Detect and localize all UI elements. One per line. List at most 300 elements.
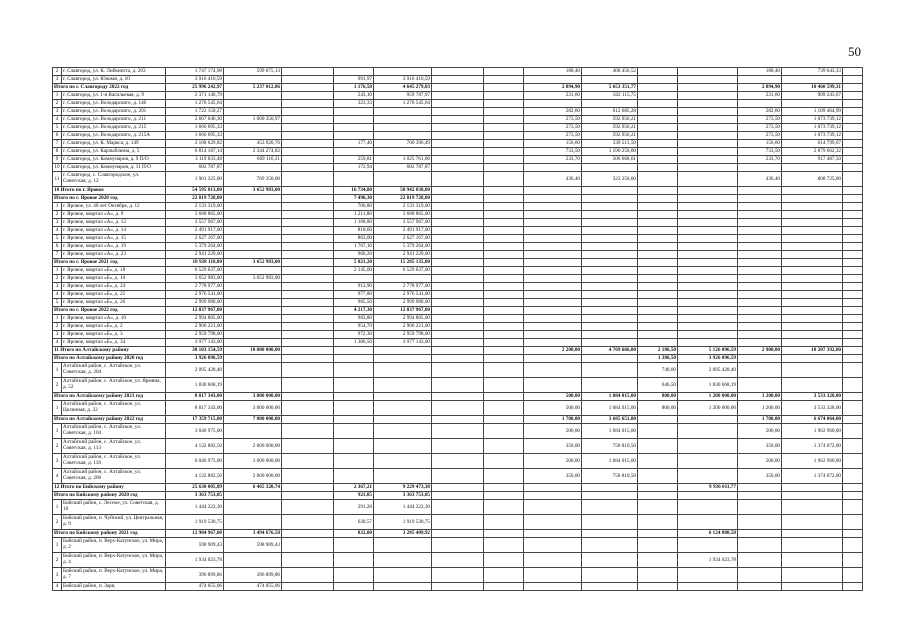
value-cell <box>782 243 843 251</box>
value-cell <box>432 393 484 401</box>
value-cell <box>782 251 843 259</box>
value-cell <box>782 339 843 347</box>
row-title: Итого по Бийскому району 2021 год <box>53 530 166 538</box>
table-row <box>53 583 863 591</box>
value-cell: 17 359 715,00 <box>166 416 224 424</box>
table-row <box>53 424 863 439</box>
value-cell: 1 084 015,00 <box>582 393 638 401</box>
value-cell <box>224 124 282 132</box>
value-cell <box>738 378 782 393</box>
value-cell <box>374 424 432 439</box>
address-cell: г. Славгород, ул. Володарского, д. 201 <box>62 108 166 116</box>
row-number: 3 <box>53 331 62 339</box>
value-cell <box>282 259 334 267</box>
value-cell: 3 685 651,00 <box>582 416 638 424</box>
value-cell <box>638 515 678 530</box>
blank-cell <box>843 219 863 227</box>
value-cell <box>738 291 782 299</box>
blank-cell <box>843 140 863 148</box>
value-cell <box>484 243 524 251</box>
value-cell <box>374 124 432 132</box>
value-cell <box>738 492 782 500</box>
value-cell <box>282 347 334 355</box>
value-cell: 22 819 728,00 <box>374 195 432 203</box>
row-number: 4 <box>53 469 62 484</box>
value-cell: 350,00 <box>524 469 582 484</box>
value-cell: 592 956,21 <box>582 116 638 124</box>
value-cell <box>524 538 582 553</box>
value-cell: 18 938 118,00 <box>166 259 224 267</box>
address-cell: г. Яровое, квартал «Б», д. 26 <box>62 299 166 307</box>
value-cell <box>484 108 524 116</box>
value-cell: 1 200,00 <box>738 401 782 416</box>
value-cell <box>334 378 374 393</box>
table-row <box>53 227 863 235</box>
value-cell <box>484 283 524 291</box>
value-cell: 2 367,21 <box>334 484 374 492</box>
blank-cell <box>843 164 863 172</box>
value-cell <box>738 583 782 591</box>
table-row <box>53 68 863 76</box>
value-cell <box>782 484 843 492</box>
value-cell <box>638 259 678 267</box>
value-cell <box>582 500 638 515</box>
row-title: Итого по Алтайскому району 2021 год <box>53 393 166 401</box>
value-cell: 8 817 343,00 <box>166 393 224 401</box>
value-cell <box>524 530 582 538</box>
value-cell <box>432 347 484 355</box>
value-cell <box>638 307 678 315</box>
value-cell <box>432 583 484 591</box>
value-cell <box>484 116 524 124</box>
value-cell <box>224 307 282 315</box>
row-number: 4 <box>53 227 62 235</box>
value-cell: 2 894,90 <box>738 84 782 92</box>
value-cell <box>282 439 334 454</box>
value-cell <box>432 378 484 393</box>
value-cell: 1 830 668,19 <box>166 378 224 393</box>
value-cell <box>484 393 524 401</box>
value-cell: 3 977 143,00 <box>166 339 224 347</box>
value-cell <box>582 492 638 500</box>
value-cell <box>484 195 524 203</box>
value-cell <box>678 235 738 243</box>
value-cell <box>282 500 334 515</box>
value-cell: 3 363 753,05 <box>166 492 224 500</box>
value-cell <box>738 315 782 323</box>
value-cell: 598 909,43 <box>166 538 224 553</box>
value-cell: 12 837 967,00 <box>374 307 432 315</box>
value-cell <box>484 259 524 267</box>
value-cell: 2 994 805,00 <box>166 315 224 323</box>
value-cell <box>782 283 843 291</box>
value-cell <box>738 195 782 203</box>
value-cell <box>638 299 678 307</box>
value-cell: 1 919 530,75 <box>166 515 224 530</box>
subtotal-row <box>53 259 863 267</box>
value-cell <box>374 108 432 116</box>
value-cell <box>432 530 484 538</box>
value-cell: 50 942 830,00 <box>374 187 432 195</box>
value-cell: 22 819 728,00 <box>166 195 224 203</box>
value-cell: 2 941 229,00 <box>166 251 224 259</box>
value-cell: 2 095 428,40 <box>166 363 224 378</box>
value-cell: 1 084 015,00 <box>582 454 638 469</box>
address-cell: Бийский район, п. Верх-Катунское, ул. Мира, д. 2 <box>62 538 166 553</box>
value-cell: 233,70 <box>524 156 582 164</box>
value-cell <box>782 275 843 283</box>
value-cell <box>738 187 782 195</box>
value-cell: 4 217,30 <box>334 307 374 315</box>
value-cell <box>224 424 282 439</box>
value-cell: 1 000 350,97 <box>224 116 282 124</box>
value-cell: 2 344 274,82 <box>224 148 282 156</box>
value-cell: 9 936 011,77 <box>678 484 738 492</box>
value-cell <box>484 187 524 195</box>
value-cell <box>678 492 738 500</box>
address-cell: г. Славгород, с. Славгородское, ул. Советская, д. 12 <box>62 172 166 187</box>
value-cell <box>582 484 638 492</box>
address-cell: Бийский район, п. Заря, <box>62 583 166 591</box>
value-cell <box>282 108 334 116</box>
value-cell <box>432 203 484 211</box>
value-cell: 436,40 <box>524 172 582 187</box>
value-cell <box>432 84 484 92</box>
value-cell <box>282 283 334 291</box>
value-cell <box>432 331 484 339</box>
value-cell <box>678 424 738 439</box>
value-cell <box>282 68 334 76</box>
value-cell <box>582 76 638 84</box>
value-cell <box>224 500 282 515</box>
value-cell <box>582 195 638 203</box>
value-cell <box>782 515 843 530</box>
value-cell <box>738 219 782 227</box>
blank-cell <box>843 195 863 203</box>
value-cell <box>638 132 678 140</box>
value-cell: 25 630 005,89 <box>166 484 224 492</box>
value-cell: 1 590 250,00 <box>582 148 638 156</box>
value-cell: 2 627 167,00 <box>166 235 224 243</box>
value-cell <box>282 275 334 283</box>
table-row <box>53 203 863 211</box>
value-cell: 500,00 <box>524 393 582 401</box>
value-cell <box>582 100 638 108</box>
value-cell <box>334 124 374 132</box>
row-title: Итого по г. Яровое 2020 год <box>53 195 166 203</box>
value-cell: 156,60 <box>524 140 582 148</box>
value-cell: 10 207 392,00 <box>782 347 843 355</box>
value-cell <box>484 235 524 243</box>
value-cell <box>282 553 334 568</box>
row-title: Итого по Бийскому району 2020 год <box>53 492 166 500</box>
value-cell: 188,40 <box>524 68 582 76</box>
value-cell: 231,60 <box>738 92 782 100</box>
value-cell <box>484 76 524 84</box>
table-row <box>53 469 863 484</box>
row-number: 5 <box>53 124 62 132</box>
value-cell: 2 133 319,00 <box>374 203 432 211</box>
table-row <box>53 515 863 530</box>
value-cell <box>224 251 282 259</box>
value-cell <box>638 227 678 235</box>
register-table-sheet <box>52 67 862 591</box>
value-cell <box>484 227 524 235</box>
value-cell: 500,00 <box>524 424 582 439</box>
value-cell <box>678 267 738 275</box>
blank-cell <box>843 291 863 299</box>
value-cell: 1 084 015,00 <box>582 401 638 416</box>
table-row <box>53 211 863 219</box>
value-cell: 1 747 174,98 <box>166 68 224 76</box>
value-cell <box>432 100 484 108</box>
value-cell <box>638 251 678 259</box>
value-cell <box>738 323 782 331</box>
value-cell <box>432 424 484 439</box>
value-cell: 3 652 983,00 <box>224 187 282 195</box>
value-cell <box>582 211 638 219</box>
value-cell <box>582 553 638 568</box>
value-cell <box>678 515 738 530</box>
value-cell <box>524 492 582 500</box>
value-cell: 259,81 <box>334 156 374 164</box>
value-cell <box>282 156 334 164</box>
value-cell: 1 901 325,00 <box>166 172 224 187</box>
value-cell <box>782 259 843 267</box>
value-cell: 6 529 637,00 <box>166 267 224 275</box>
value-cell <box>678 203 738 211</box>
value-cell <box>374 439 432 454</box>
value-cell: 1 200 000,00 <box>678 401 738 416</box>
value-cell: 282,60 <box>738 108 782 116</box>
value-cell: 291,28 <box>334 500 374 515</box>
value-cell <box>432 219 484 227</box>
subtotal-row <box>53 187 863 195</box>
value-cell: 646,50 <box>638 378 678 393</box>
value-cell <box>782 291 843 299</box>
value-cell: 6 529 637,00 <box>374 267 432 275</box>
address-cell: г. Яровое, квартал «А», д. 12 <box>62 219 166 227</box>
row-title: 12 Итого по Бийскому району <box>53 484 166 492</box>
value-cell <box>484 515 524 530</box>
value-cell <box>282 84 334 92</box>
value-cell <box>282 203 334 211</box>
blank-cell <box>843 92 863 100</box>
blank-cell <box>843 331 863 339</box>
value-cell: 3 000 000,00 <box>224 401 282 416</box>
row-number: 11 <box>53 172 62 187</box>
value-cell <box>782 331 843 339</box>
value-cell <box>432 243 484 251</box>
row-number: 3 <box>53 283 62 291</box>
value-cell: 1 722 150,27 <box>166 108 224 116</box>
value-cell: 500,00 <box>738 454 782 469</box>
value-cell: 502 115,75 <box>582 92 638 100</box>
value-cell <box>224 132 282 140</box>
value-cell <box>224 195 282 203</box>
value-cell <box>638 195 678 203</box>
value-cell <box>282 172 334 187</box>
blank-cell <box>843 283 863 291</box>
value-cell: 12 904 967,08 <box>166 530 224 538</box>
value-cell <box>484 148 524 156</box>
row-number: 3 <box>53 454 62 469</box>
value-cell <box>282 291 334 299</box>
value-cell <box>282 219 334 227</box>
value-cell <box>432 339 484 347</box>
value-cell <box>224 92 282 100</box>
value-cell <box>282 538 334 553</box>
blank-cell <box>843 187 863 195</box>
value-cell <box>678 439 738 454</box>
value-cell <box>582 219 638 227</box>
value-cell: 2 371 146,79 <box>166 92 224 100</box>
value-cell: 453 920,76 <box>224 140 282 148</box>
value-cell <box>484 172 524 187</box>
value-cell <box>334 68 374 76</box>
value-cell <box>282 124 334 132</box>
value-cell: 1 374 072,00 <box>782 469 843 484</box>
value-cell <box>678 583 738 591</box>
blank-cell <box>843 363 863 378</box>
address-cell: г. Славгород, ул. Южная, д. 10 <box>62 76 166 84</box>
value-cell <box>334 439 374 454</box>
table-row <box>53 401 863 416</box>
value-cell <box>432 148 484 156</box>
table-row <box>53 454 863 469</box>
row-number: 2 <box>53 323 62 331</box>
subtotal-row <box>53 347 863 355</box>
row-number: 7 <box>53 251 62 259</box>
value-cell <box>782 323 843 331</box>
value-cell: 2 145,00 <box>334 267 374 275</box>
value-cell: 599 075,13 <box>224 68 282 76</box>
value-cell <box>638 484 678 492</box>
value-cell <box>582 299 638 307</box>
value-cell: 2 994 805,00 <box>374 315 432 323</box>
value-cell <box>678 76 738 84</box>
value-cell <box>432 211 484 219</box>
value-cell: 506 668,61 <box>582 156 638 164</box>
value-cell: 16 734,80 <box>334 187 374 195</box>
value-cell <box>282 187 334 195</box>
address-cell: г. Яровое, квартал «Б», д. 10 <box>62 275 166 283</box>
value-cell: 5 126 096,59 <box>678 347 738 355</box>
value-cell <box>432 259 484 267</box>
value-cell: 983,80 <box>334 315 374 323</box>
address-cell: г. Яровое, квартал «Б», д. 2 <box>62 323 166 331</box>
value-cell: 188,40 <box>738 68 782 76</box>
value-cell <box>678 84 738 92</box>
row-number: 8 <box>53 148 62 156</box>
row-title: Итого по Алтайскому району 2020 год <box>53 355 166 363</box>
blank-cell <box>843 347 863 355</box>
blank-cell <box>843 267 863 275</box>
value-cell <box>638 172 678 187</box>
value-cell <box>782 500 843 515</box>
row-number: 9 <box>53 156 62 164</box>
value-cell <box>678 275 738 283</box>
value-cell <box>334 116 374 124</box>
value-cell <box>638 68 678 76</box>
value-cell <box>282 251 334 259</box>
table-row <box>53 315 863 323</box>
value-cell <box>638 235 678 243</box>
value-cell <box>282 583 334 591</box>
value-cell <box>484 553 524 568</box>
value-cell <box>432 363 484 378</box>
address-cell: г. Славгород, ул. 1-я Васильевая, д. 9 <box>62 92 166 100</box>
value-cell <box>678 500 738 515</box>
value-cell <box>282 116 334 124</box>
value-cell <box>524 315 582 323</box>
value-cell <box>638 568 678 583</box>
value-cell: 1 200 000,00 <box>678 393 738 401</box>
value-cell: 630,57 <box>334 515 374 530</box>
value-cell <box>524 307 582 315</box>
value-cell <box>638 454 678 469</box>
value-cell <box>432 454 484 469</box>
value-cell: 5 379 264,00 <box>166 243 224 251</box>
value-cell <box>432 484 484 492</box>
table-row <box>53 500 863 515</box>
blank-cell <box>843 68 863 76</box>
value-cell <box>282 454 334 469</box>
table-row <box>53 132 863 140</box>
value-cell <box>678 140 738 148</box>
value-cell: 2 906 221,00 <box>166 323 224 331</box>
value-cell <box>484 84 524 92</box>
value-cell: 917 487,50 <box>782 156 843 164</box>
table-row <box>53 291 863 299</box>
value-cell <box>524 515 582 530</box>
value-cell <box>224 515 282 530</box>
value-cell <box>738 76 782 84</box>
value-cell <box>582 355 638 363</box>
row-number: 1 <box>53 538 62 553</box>
value-cell <box>282 484 334 492</box>
value-cell <box>224 492 282 500</box>
value-cell: 2 778 977,00 <box>166 283 224 291</box>
value-cell <box>224 100 282 108</box>
value-cell <box>738 553 782 568</box>
value-cell <box>374 355 432 363</box>
value-cell <box>782 203 843 211</box>
value-cell: 2 976 541,00 <box>166 291 224 299</box>
table-row <box>53 148 863 156</box>
value-cell <box>738 568 782 583</box>
value-cell <box>738 235 782 243</box>
value-cell: 3 688 865,00 <box>374 211 432 219</box>
value-cell: 3 652 983,00 <box>166 275 224 283</box>
value-cell <box>638 140 678 148</box>
value-cell: 2 491 917,00 <box>374 227 432 235</box>
blank-cell <box>843 416 863 424</box>
blank-cell <box>843 538 863 553</box>
value-cell: 5 237 012,86 <box>224 84 282 92</box>
value-cell: 2 999 980,00 <box>374 299 432 307</box>
value-cell: 4 645 279,03 <box>374 84 432 92</box>
value-cell <box>782 315 843 323</box>
row-number: 4 <box>53 116 62 124</box>
value-cell: 3 285 409,92 <box>374 530 432 538</box>
subtotal-row <box>53 307 863 315</box>
value-cell: 800,00 <box>638 393 678 401</box>
value-cell: 739 643,33 <box>782 68 843 76</box>
value-cell <box>738 530 782 538</box>
address-cell: г. Яровое, квартал «Б», д. 3 <box>62 331 166 339</box>
value-cell <box>224 219 282 227</box>
